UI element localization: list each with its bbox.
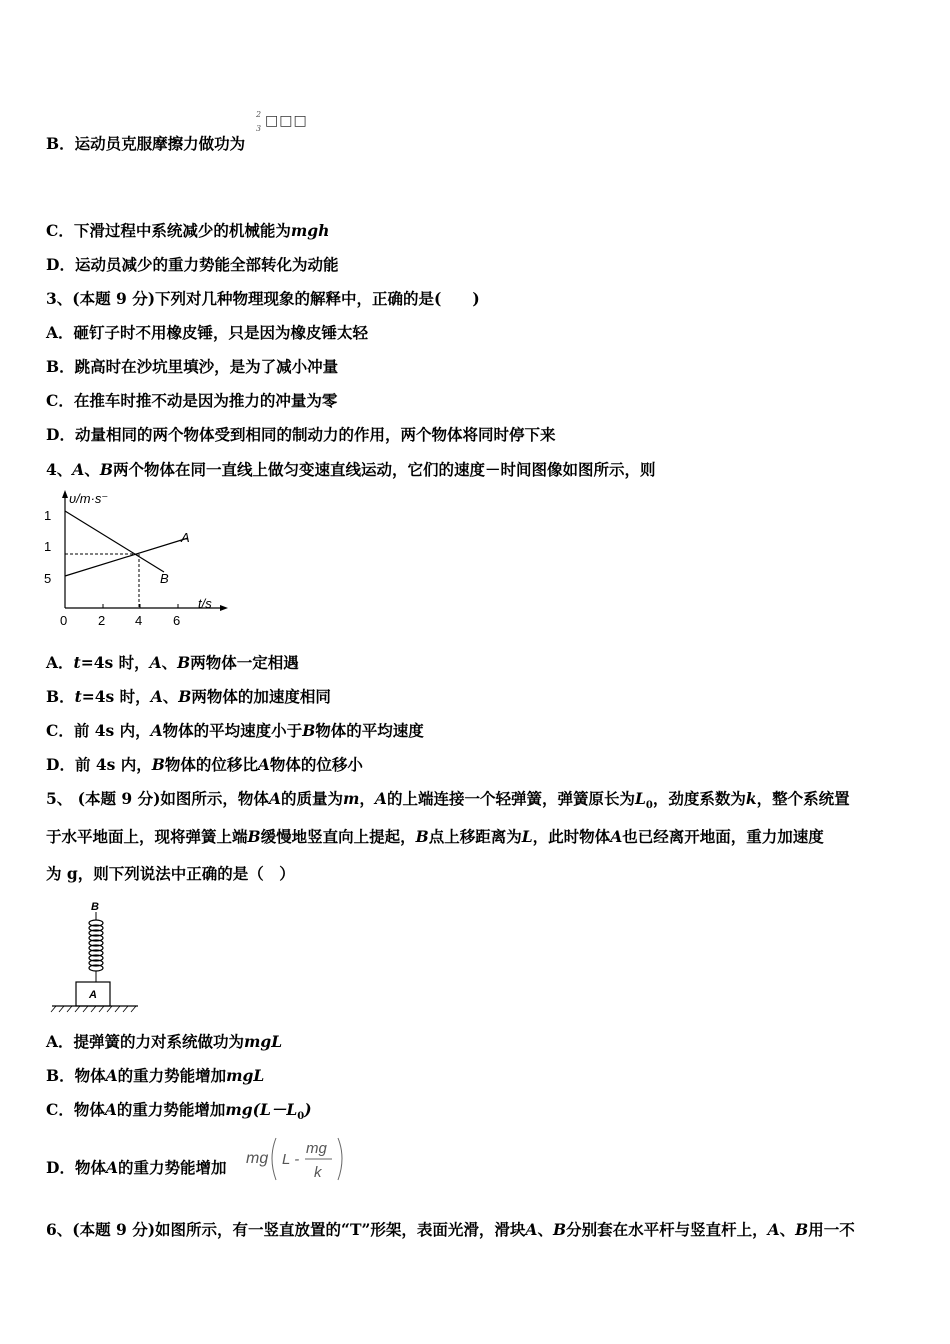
- chart-xtick-2: 2: [98, 613, 106, 628]
- q2-b-fraction: [256, 110, 261, 133]
- q2-b-frac-num: 2: [256, 110, 262, 119]
- formula-num: mg: [306, 1140, 327, 1157]
- chart-y-arrow: [62, 490, 68, 498]
- q3-option-b: B．跳高时在沙坑里填沙，是为了减小冲量: [46, 357, 339, 376]
- chart-ytick-3: 5: [44, 571, 52, 586]
- q5-stem-line-2: 于水平地面上，现将弹簧上端B缓慢地竖直向上提起，B点上移距离为L，此时物体A也已经离开地面，重力加速度: [46, 827, 824, 846]
- series-a-line: [65, 538, 188, 576]
- q2-b-missing-glyphs: □□□: [265, 113, 308, 129]
- series-b-label: B: [160, 571, 169, 586]
- chart-ytick-1: 1: [44, 508, 52, 523]
- q4-option-c: C．前 4s 内，A物体的平均速度小于B物体的平均速度: [46, 721, 424, 740]
- q5-option-a: A．提弹簧的力对系统做功为mgL: [46, 1032, 283, 1051]
- q4-option-d: D．前 4s 内，B物体的位移比A物体的位移小: [46, 755, 363, 774]
- fig-label-b: B: [91, 901, 99, 913]
- formula-left-paren: [272, 1138, 276, 1180]
- q5-stem-line-3: 为 g，则下列说法中正确的是（ ）: [46, 864, 295, 883]
- q5-d-formula: [244, 1134, 348, 1186]
- formula-mg: mg: [246, 1150, 269, 1167]
- q3-stem: 3、(本题 9 分)下列对几种物理现象的解释中，正确的是( ): [46, 289, 480, 308]
- q4-option-b: B．t=4s 时，A、B两物体的加速度相同: [46, 687, 331, 706]
- q4-stem: 4、A、B两个物体在同一直线上做匀变速直线运动，它们的速度－时间图像如图所示，则: [46, 460, 656, 479]
- q3-option-d: D．动量相同的两个物体受到相同的制动力的作用，两个物体将同时停下来: [46, 425, 556, 444]
- q5-option-b: B．物体A的重力势能增加mgL: [46, 1066, 265, 1085]
- q2-option-b: B．运动员克服摩擦力做功为: [46, 134, 246, 153]
- series-b-line: [65, 511, 164, 572]
- chart-ylabel: υ/m·s⁻: [69, 491, 109, 506]
- q5-stem-line-1: 5、 (本题 9 分)如图所示，物体A的质量为m，A的上端连接一个轻弹簧，弹簧原长为$L_0$，劲度系数为k，整个系统置: [46, 789, 850, 812]
- chart-ytick-2: 1: [44, 539, 52, 554]
- formula-den: k: [314, 1164, 322, 1181]
- fig-label-a: A: [89, 989, 97, 1001]
- formula-L: L -: [282, 1151, 300, 1168]
- q3-option-a: A．砸钉子时不用橡皮锤，只是因为橡皮锤太轻: [46, 323, 369, 342]
- q5-spring-figure: [46, 896, 146, 1018]
- spring-coils: [89, 920, 103, 971]
- q6-stem: 6、(本题 9 分)如图所示，有一竖直放置的“T”形架，表面光滑，滑块A、B分别套在水平杆与竖直杆上，A、B用一不: [46, 1220, 855, 1239]
- q2-b-frac-den: 3: [256, 124, 262, 133]
- chart-x-arrow: [220, 605, 228, 611]
- q2-option-c: C．下滑过程中系统减少的机械能为mgh: [46, 221, 330, 240]
- q4-vt-chart: [36, 486, 236, 630]
- q5-option-d: D．物体A的重力势能增加: [46, 1158, 227, 1177]
- series-a-label: A: [181, 530, 190, 545]
- q2-option-d: D．运动员减少的重力势能全部转化为动能: [46, 255, 339, 274]
- q4-option-a: A．t=4s 时，A、B两物体一定相遇: [46, 653, 299, 672]
- chart-xtick-4: 4: [135, 613, 143, 628]
- q5-option-c: C．物体A的重力势能增加$mg(L-L_0)$: [46, 1100, 312, 1123]
- q3-option-c: C．在推车时推不动是因为推力的冲量为零: [46, 391, 338, 410]
- chart-xlabel: t/s: [198, 596, 212, 611]
- chart-xtick-0: 0: [60, 613, 68, 628]
- formula-right-paren: [338, 1138, 342, 1180]
- chart-xtick-6: 6: [173, 613, 181, 628]
